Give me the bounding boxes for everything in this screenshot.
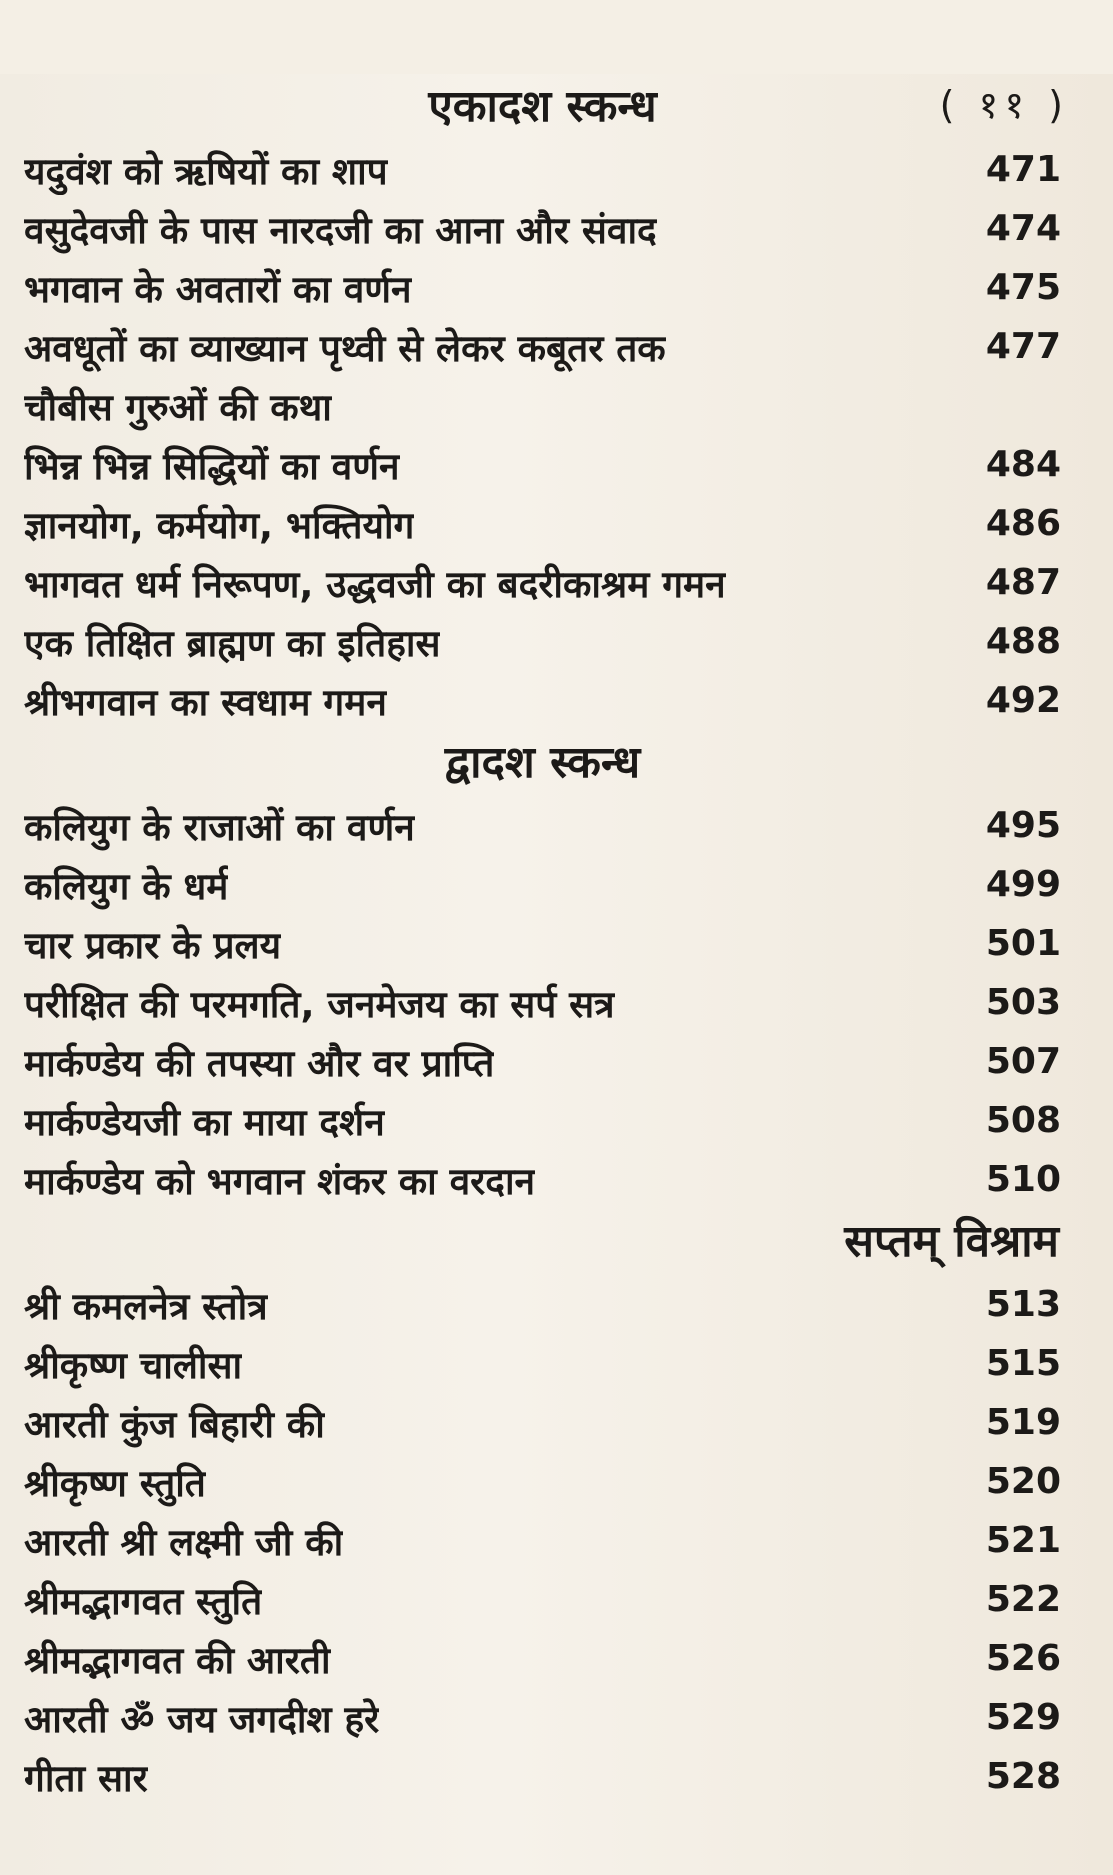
toc-row: [24, 914, 1061, 973]
toc-entry-page: 513: [985, 1284, 1061, 1325]
toc-entry-title: भगवान के अवतारों का वर्णन: [24, 268, 412, 311]
toc-row: [24, 199, 1061, 258]
toc-row: [24, 1334, 1061, 1393]
book-page: [0, 74, 1113, 1875]
toc-row: [24, 1511, 1061, 1570]
toc-row: [24, 1747, 1061, 1806]
toc-entry-title: मार्कण्डेय को भगवान शंकर का वरदान: [24, 1160, 536, 1203]
toc-entry-page: 475: [985, 267, 1061, 308]
toc-entry-title: अवधूतों का व्याख्यान पृथ्वी से लेकर कबूतर तक: [24, 327, 666, 370]
toc-row: [24, 1275, 1061, 1334]
toc-row: [24, 435, 1061, 494]
toc-entry-title: चार प्रकार के प्रलय: [24, 924, 282, 967]
toc-entry-title: वसुदेवजी के पास नारदजी का आना और संवाद: [24, 209, 657, 252]
toc-entry-title: श्रीकृष्ण चालीसा: [24, 1344, 243, 1387]
toc-row: [24, 973, 1061, 1032]
toc-entry-title: श्रीकृष्ण स्तुति: [24, 1462, 206, 1505]
toc-entry-title: श्रीमद्भागवत स्तुति: [24, 1580, 263, 1623]
toc-entry-title: कलियुग के धर्म: [24, 865, 229, 908]
toc-entry-title: एक तिक्षित ब्राह्मण का इतिहास: [24, 622, 441, 665]
section-ekadash: [24, 74, 1061, 730]
toc-entry-page: 520: [985, 1461, 1061, 1502]
toc-entry-title: श्री कमलनेत्र स्तोत्र: [24, 1285, 268, 1328]
toc-entry-page: 471: [985, 149, 1061, 190]
toc-row: [24, 376, 1061, 435]
toc-entry-title: परीक्षित की परमगति, जनमेजय का सर्प सत्र: [24, 983, 615, 1026]
toc-row: [24, 317, 1061, 376]
toc-entry-title: कलियुग के राजाओं का वर्णन: [24, 806, 415, 849]
toc-entry-title: गीता सार: [24, 1757, 148, 1800]
toc-entry-page: 526: [985, 1638, 1061, 1679]
toc-entry-title: भागवत धर्म निरूपण, उद्धवजी का बदरीकाश्रम गमन: [24, 563, 726, 606]
toc-entry-page: 508: [985, 1100, 1061, 1141]
toc-row: [24, 855, 1061, 914]
toc-entry-title: मार्कण्डेय की तपस्या और वर प्राप्ति: [24, 1042, 495, 1085]
toc-entry-title: आरती श्री लक्ष्मी जी की: [24, 1521, 344, 1564]
toc-entry-page: 477: [985, 326, 1061, 367]
toc-row: [24, 671, 1061, 730]
toc-entry-page: 519: [985, 1402, 1061, 1443]
toc-entry-page: 503: [985, 982, 1061, 1023]
toc-entry-page: 492: [985, 680, 1061, 721]
toc-entry-title: ज्ञानयोग, कर्मयोग, भक्तियोग: [24, 504, 415, 547]
toc-entry-title: भिन्न भिन्न सिद्धियों का वर्णन: [24, 445, 400, 488]
toc-entry-title: यदुवंश को ऋषियों का शाप: [24, 150, 388, 193]
toc-row: [24, 1091, 1061, 1150]
section-saptam-vishram: [24, 1209, 1061, 1806]
toc-row: [24, 258, 1061, 317]
toc-row: [24, 1570, 1061, 1629]
toc-entry-page: 487: [985, 562, 1061, 603]
section-dwadash: [24, 730, 1061, 1209]
toc-entry-title: मार्कण्डेयजी का माया दर्शन: [24, 1101, 385, 1144]
toc-entry-title: श्रीभगवान का स्वधाम गमन: [24, 681, 387, 724]
toc-entry-page: 529: [985, 1697, 1061, 1738]
toc-row: [24, 1032, 1061, 1091]
toc-entry-page: 474: [985, 208, 1061, 249]
toc-row: [24, 796, 1061, 855]
toc-entry-page: 495: [985, 805, 1061, 846]
toc-entry-page: 510: [985, 1159, 1061, 1200]
toc-entry-page: 522: [985, 1579, 1061, 1620]
toc-entry-page: 521: [985, 1520, 1061, 1561]
toc-entry-page: 499: [985, 864, 1061, 905]
toc-entry-page: 507: [985, 1041, 1061, 1082]
toc-row: [24, 1688, 1061, 1747]
section-title: सप्तम् विश्राम: [844, 1216, 1059, 1267]
toc-entry-page: 501: [985, 923, 1061, 964]
toc-row: [24, 1150, 1061, 1209]
toc-entry-page: 488: [985, 621, 1061, 662]
toc-row: [24, 1393, 1061, 1452]
toc-entry-title: श्रीमद्भागवत की आरती: [24, 1639, 331, 1682]
toc-row: [24, 494, 1061, 553]
toc-row: [24, 553, 1061, 612]
toc-entry-page: 486: [985, 503, 1061, 544]
toc-row: [24, 140, 1061, 199]
page-number: ( ११ ): [939, 83, 1069, 127]
toc-entry-page: 528: [985, 1756, 1061, 1797]
section-title: द्वादश स्कन्ध: [444, 737, 641, 788]
toc-entry-title: आरती ॐ जय जगदीश हरे: [24, 1698, 380, 1741]
toc-entry-page: 484: [985, 444, 1061, 485]
toc-row: [24, 1629, 1061, 1688]
toc-entry-title: चौबीस गुरुओं की कथा: [24, 386, 332, 429]
toc-entry-title: आरती कुंज बिहारी की: [24, 1403, 325, 1446]
toc-entry-page: 515: [985, 1343, 1061, 1384]
toc-row: [24, 612, 1061, 671]
toc-row: [24, 1452, 1061, 1511]
section-title: एकादश स्कन्ध: [428, 81, 657, 132]
